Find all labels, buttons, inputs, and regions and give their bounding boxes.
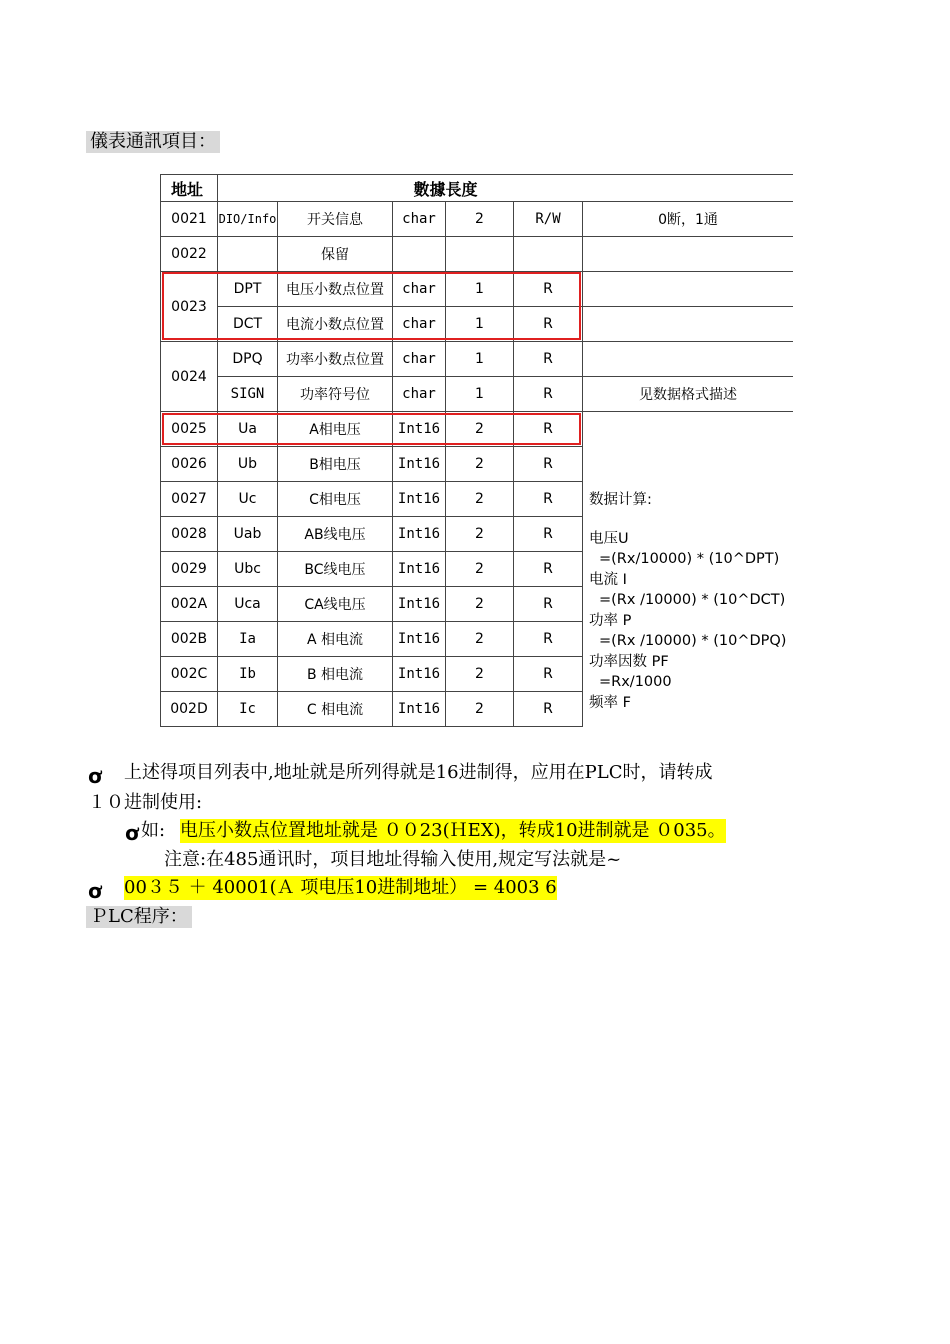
cell-len: 2 bbox=[446, 692, 514, 727]
cell-desc: BC线电压 bbox=[278, 552, 393, 587]
cell-type: Int16 bbox=[393, 692, 446, 727]
cell-len: 1 bbox=[446, 272, 514, 307]
cell-name: Ic bbox=[218, 692, 278, 727]
cell-len: 1 bbox=[446, 377, 514, 412]
bullet-icon: ơ bbox=[88, 764, 102, 788]
cell-desc: 电流小数点位置 bbox=[278, 307, 393, 342]
cell-rw: R bbox=[514, 552, 583, 587]
register-table bbox=[160, 174, 793, 727]
bullet-icon: ơ bbox=[125, 821, 139, 845]
cell-desc: C 相电流 bbox=[278, 692, 393, 727]
cell-desc: 开关信息 bbox=[278, 202, 393, 237]
cell-rw: R bbox=[514, 412, 583, 447]
calc-cell bbox=[583, 412, 794, 727]
cell-desc: AB线电压 bbox=[278, 517, 393, 552]
cell-len: 2 bbox=[446, 552, 514, 587]
cell-name: Uca bbox=[218, 587, 278, 622]
section-heading-plc: ＰLC程序： bbox=[86, 906, 192, 928]
calc-line: 频率 F bbox=[589, 694, 631, 711]
cell-type: char bbox=[393, 342, 446, 377]
cell-type: char bbox=[393, 307, 446, 342]
cell-name: DPT bbox=[218, 272, 278, 307]
cell-name: Ia bbox=[218, 622, 278, 657]
header-length: 數據長度 bbox=[218, 175, 794, 202]
cell-len: 2 bbox=[446, 482, 514, 517]
cell-name: DCT bbox=[218, 307, 278, 342]
cell-note: 0断，1通 bbox=[583, 202, 794, 237]
calc-line: 功率因数 PF bbox=[589, 653, 669, 670]
cell-addr: 0024 bbox=[161, 342, 218, 412]
cell-desc: 保留 bbox=[278, 237, 393, 272]
register-table-image bbox=[160, 174, 793, 734]
cell-rw: R bbox=[514, 447, 583, 482]
calc-line: 电压U bbox=[589, 530, 629, 547]
paragraph-line: 上述得项目列表中,地址就是所列得就是16进制得，应用在PLC时，请转成 bbox=[124, 762, 713, 783]
cell-name: Ib bbox=[218, 657, 278, 692]
cell-type: char bbox=[393, 272, 446, 307]
table-row bbox=[161, 377, 794, 412]
cell-addr: 002B bbox=[161, 622, 218, 657]
section-heading-items: 儀表通訊項目： bbox=[86, 131, 220, 153]
cell-len: 2 bbox=[446, 622, 514, 657]
cell-addr: 0026 bbox=[161, 447, 218, 482]
cell-name: SIGN bbox=[218, 377, 278, 412]
cell-type: char bbox=[393, 202, 446, 237]
table-header-row bbox=[161, 175, 794, 202]
cell-name: Uab bbox=[218, 517, 278, 552]
cell-len: 1 bbox=[446, 307, 514, 342]
cell-rw: R bbox=[514, 517, 583, 552]
cell-rw: R bbox=[514, 482, 583, 517]
cell-desc: CA线电压 bbox=[278, 587, 393, 622]
cell-addr: 0023 bbox=[161, 272, 218, 342]
cell-desc: A 相电流 bbox=[278, 622, 393, 657]
cell-desc: B 相电流 bbox=[278, 657, 393, 692]
cell-rw: R bbox=[514, 657, 583, 692]
cell-rw: R bbox=[514, 377, 583, 412]
cell-addr: 0028 bbox=[161, 517, 218, 552]
cell-desc: 功率小数点位置 bbox=[278, 342, 393, 377]
cell-type: Int16 bbox=[393, 482, 446, 517]
note-line: 注意:在485通讯时，项目地址得输入使用,规定写法就是~ bbox=[164, 849, 622, 870]
cell-addr: 002D bbox=[161, 692, 218, 727]
cell-len: 2 bbox=[446, 517, 514, 552]
calc-line: =Rx/1000 bbox=[599, 674, 672, 690]
cell-addr: 002C bbox=[161, 657, 218, 692]
calc-line: =(Rx/10000) * (10^DPT) bbox=[599, 551, 780, 567]
cell-rw: R bbox=[514, 692, 583, 727]
cell-len: 2 bbox=[446, 587, 514, 622]
cell-addr: 0022 bbox=[161, 237, 218, 272]
cell-rw: R/W bbox=[514, 202, 583, 237]
cell-len: 2 bbox=[446, 447, 514, 482]
cell-rw: R bbox=[514, 272, 583, 307]
cell-type: char bbox=[393, 377, 446, 412]
example-prefix: 如: bbox=[141, 820, 166, 841]
cell-type: Int16 bbox=[393, 552, 446, 587]
cell-name: DPQ bbox=[218, 342, 278, 377]
calc-line: =(Rx /10000) * (10^DPQ) bbox=[599, 633, 787, 649]
calc-line: 电流 I bbox=[589, 571, 627, 588]
cell-rw: R bbox=[514, 622, 583, 657]
cell-desc: A相电压 bbox=[278, 412, 393, 447]
cell-rw: R bbox=[514, 342, 583, 377]
cell-len: 1 bbox=[446, 342, 514, 377]
table-row bbox=[161, 237, 794, 272]
cell-addr: 0029 bbox=[161, 552, 218, 587]
cell-name: DIO/Info bbox=[218, 202, 278, 237]
cell-rw: R bbox=[514, 307, 583, 342]
cell-type: Int16 bbox=[393, 517, 446, 552]
highlight-box-0023 bbox=[162, 272, 581, 340]
cell-name: Ubc bbox=[218, 552, 278, 587]
calc-title: 数据计算: bbox=[589, 492, 652, 508]
formula-highlight: 00３５ ＋ 40001(Ａ 项电压10进制地址） = 4003 6 bbox=[124, 877, 557, 898]
cell-type: Int16 bbox=[393, 412, 446, 447]
cell-name: Ub bbox=[218, 447, 278, 482]
cell-type: Int16 bbox=[393, 587, 446, 622]
cell-addr: 0027 bbox=[161, 482, 218, 517]
cell-len: 2 bbox=[446, 412, 514, 447]
cell-desc: 电压小数点位置 bbox=[278, 272, 393, 307]
bullet-icon: ơ bbox=[88, 879, 102, 903]
example-highlight: 电压小数点位置地址就是 ００23(ＨEX)，转成10进制就是 ０035。 bbox=[180, 820, 726, 841]
cell-rw: R bbox=[514, 587, 583, 622]
cell-addr: 0021 bbox=[161, 202, 218, 237]
paragraph-line: １０进制使用: bbox=[88, 792, 203, 813]
highlight-box-0025 bbox=[162, 413, 581, 445]
cell-type: Int16 bbox=[393, 657, 446, 692]
cell-len: 2 bbox=[446, 202, 514, 237]
table-row bbox=[161, 342, 794, 377]
cell-desc: B相电压 bbox=[278, 447, 393, 482]
cell-type: Int16 bbox=[393, 622, 446, 657]
cell-addr: 0025 bbox=[161, 412, 218, 447]
cell-name: Uc bbox=[218, 482, 278, 517]
header-address: 地址 bbox=[161, 175, 218, 202]
calc-line: 功率 P bbox=[589, 612, 632, 629]
calc-line: =(Rx /10000) * (10^DCT) bbox=[599, 592, 786, 608]
cell-note: 见数据格式描述 bbox=[583, 377, 794, 412]
cell-type: Int16 bbox=[393, 447, 446, 482]
cell-addr: 002A bbox=[161, 587, 218, 622]
cell-len: 2 bbox=[446, 657, 514, 692]
cell-desc: 功率符号位 bbox=[278, 377, 393, 412]
cell-name: Ua bbox=[218, 412, 278, 447]
cell-desc: C相电压 bbox=[278, 482, 393, 517]
table-row bbox=[161, 202, 794, 237]
